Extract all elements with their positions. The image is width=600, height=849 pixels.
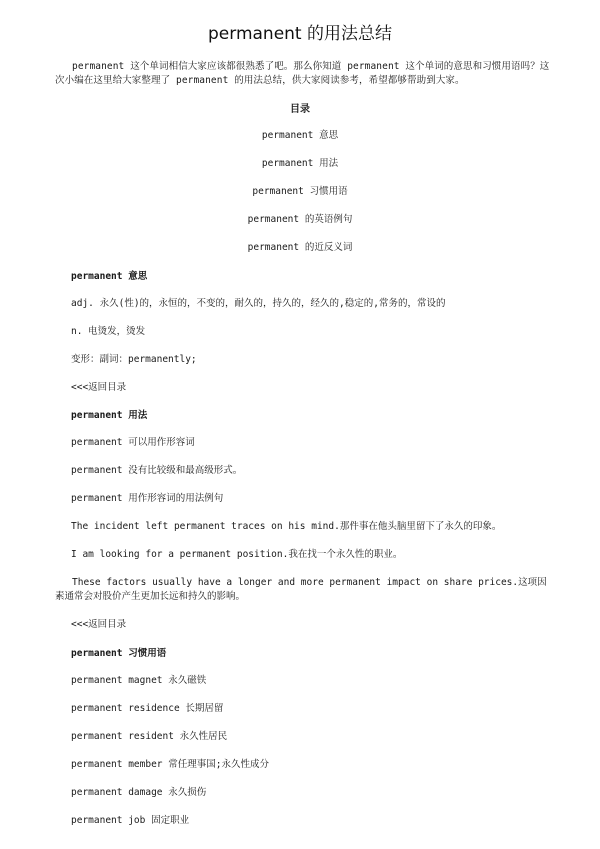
back-to-toc-link[interactable]: <<<返回目录 [71, 619, 127, 630]
usage-example-2: I am looking for a permanent position.我在找一个永久性的职业。 [71, 549, 403, 560]
section-heading-usage: permanent 用法 [71, 410, 148, 421]
usage-example-3: These factors usually have a longer and more permanent impact on share prices.这项因素通常会对股价产生更加长远和持久的影响。 [55, 577, 547, 602]
meaning-noun: n. 电烫发，烫发 [71, 326, 146, 337]
idiom-item: permanent job 固定职业 [71, 815, 190, 826]
idiom-item: permanent member 常任理事国;永久性成分 [71, 759, 269, 770]
meaning-adj: adj. 永久(性)的，永恒的，不变的，耐久的，持久的，经久的,稳定的,常务的，常设的 [71, 298, 446, 309]
page-title: permanent 的用法总结 [208, 24, 392, 44]
toc-item-synonyms[interactable]: permanent 的近反义词 [247, 242, 353, 253]
section-heading-idioms: permanent 习惯用语 [71, 648, 167, 659]
toc-heading: 目录 [290, 104, 310, 115]
toc-item-meaning[interactable]: permanent 意思 [261, 130, 339, 141]
toc-item-idioms[interactable]: permanent 习惯用语 [252, 186, 348, 197]
section-heading-meaning: permanent 意思 [71, 271, 148, 282]
idiom-item: permanent magnet 永久磁铁 [71, 675, 207, 686]
back-to-toc-link[interactable]: <<<返回目录 [71, 382, 127, 393]
toc-item-examples[interactable]: permanent 的英语例句 [247, 214, 353, 225]
idiom-item: permanent residence 长期居留 [71, 703, 224, 714]
usage-line-3: permanent 用作形容词的用法例句 [71, 493, 224, 504]
usage-example-1: The incident left permanent traces on his mind.那件事在他头脑里留下了永久的印象。 [71, 521, 502, 532]
meaning-forms: 变形：副词：permanently; [71, 354, 197, 365]
toc-item-usage[interactable]: permanent 用法 [261, 158, 339, 169]
usage-line-2: permanent 没有比较级和最高级形式。 [71, 465, 243, 476]
usage-line-1: permanent 可以用作形容词 [71, 437, 195, 448]
idiom-item: permanent resident 永久性居民 [71, 731, 228, 742]
intro-paragraph: permanent 这个单词相信大家应该都很熟悉了吧。那么你知道 permanent 这个单词的意思和习惯用语吗？这次小编在这里给大家整理了 permanent 的用法总结，供大家阅读参考，希望都够帮助到大家。 [55, 61, 550, 86]
idiom-item: permanent damage 永久损伤 [71, 787, 207, 798]
